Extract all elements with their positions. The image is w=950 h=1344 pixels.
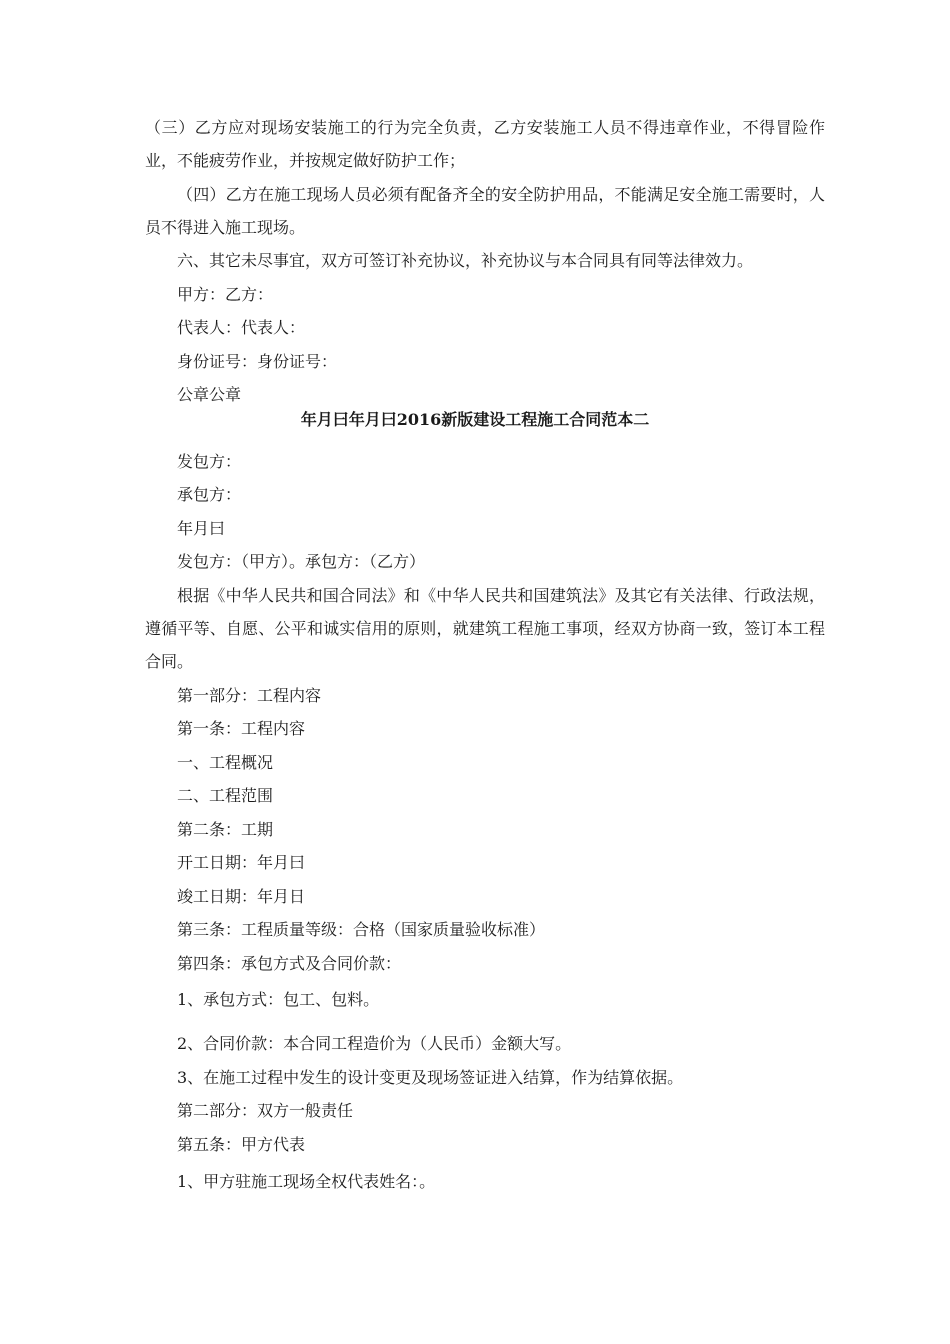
part-one-heading: 第一部分：工程内容: [177, 686, 322, 705]
employer-line: 发包方：: [177, 452, 242, 471]
clause-4-paragraph: （四）乙方在施工现场人员必须有配备齐全的安全防护用品，不能满足安全施工需要时，人员不得进入施工现场。: [145, 185, 825, 237]
article-five-heading: 第五条：甲方代表: [177, 1135, 306, 1154]
part-two-heading: 第二部分：双方一般责任: [177, 1101, 354, 1120]
settlement-line: 3、在施工过程中发生的设计变更及现场签证进入结算，作为结算依据。: [177, 1068, 684, 1087]
id-number-line: 身份证号：身份证号：: [177, 352, 338, 371]
contract-price-line: 2、合同价款：本合同工程造价为（人民币）金额大写。: [177, 1034, 572, 1053]
completion-date-line: 竣工日期：年月日: [177, 887, 306, 906]
contract-heading: 年月曰年月曰2016新版建设工程施工合同范本二: [300, 410, 650, 429]
contractor-line: 承包方：: [177, 485, 242, 504]
clause-6-paragraph: 六、其它未尽事宜，双方可签订补充协议，补充协议与本合同具有同等法律效力。: [177, 251, 754, 270]
clause-3-paragraph: （三）乙方应对现场安装施工的行为完全负责，乙方安装施工人员不得违章作业，不得冒险作业，不能疲劳作业，并按规定做好防护工作；: [145, 118, 825, 170]
article-three-line: 第三条：工程质量等级：合格（国家质量验收标准）: [177, 920, 546, 939]
seal-line: 公章公章: [177, 385, 242, 404]
project-overview-line: 一、工程概况: [177, 753, 274, 772]
representative-line: 代表人：代表人：: [177, 318, 306, 337]
project-scope-line: 二、工程范围: [177, 786, 274, 805]
article-four-heading: 第四条：承包方式及合同价款：: [177, 954, 402, 973]
party-line: 甲方：乙方：: [177, 285, 274, 304]
preamble-paragraph: 根据《中华人民共和国合同法》和《中华人民共和国建筑法》及其它有关法律、行政法规，遵循平等、自愿、公平和诚实信用的原则，就建筑工程施工事项，经双方协商一致，签订本工程合同。: [145, 586, 825, 671]
contract-method-line: 1、承包方式：包工、包料。: [177, 990, 380, 1009]
start-date-line: 开工日期：年月曰: [177, 853, 306, 872]
representative-name-line: 1、甲方驻施工现场全权代表姓名：。: [177, 1172, 436, 1191]
date-line: 年月曰: [177, 519, 226, 538]
article-two-heading: 第二条：工期: [177, 820, 274, 839]
parties-line: 发包方：（甲方）。承包方：（乙方）: [177, 552, 426, 571]
article-one-heading: 第一条：工程内容: [177, 719, 306, 738]
